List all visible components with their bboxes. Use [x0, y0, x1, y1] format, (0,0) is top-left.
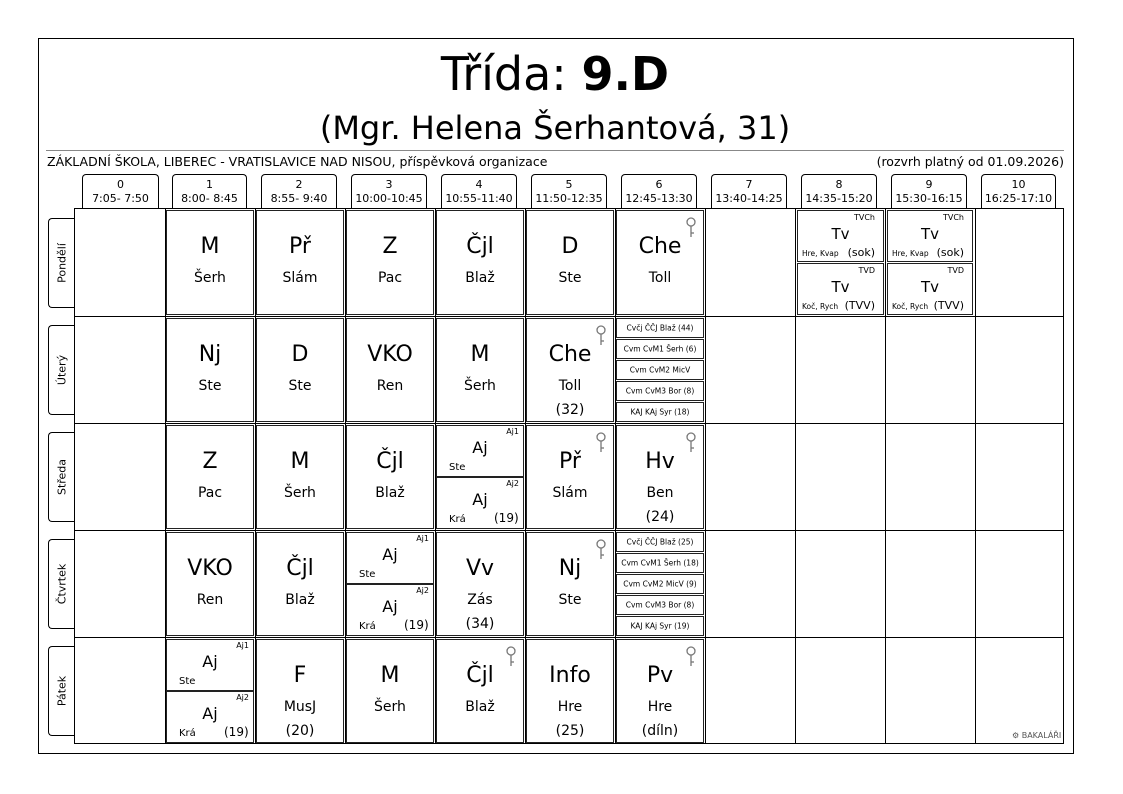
valid-from: (rozvrh platný od 01.09.2026) — [876, 154, 1064, 169]
grid-line — [74, 637, 1064, 638]
teacher: Šerh — [194, 270, 226, 286]
subject: Z — [382, 234, 398, 259]
page-title: Třída: 9.D — [440, 47, 670, 101]
lesson-cell[interactable] — [616, 425, 704, 529]
group: Aj2 — [506, 479, 519, 488]
teacher: Šerh — [284, 485, 316, 501]
lesson-cell[interactable] — [346, 532, 434, 584]
key-icon — [595, 325, 607, 347]
teacher: Toll — [648, 270, 672, 286]
lesson-cell[interactable] — [346, 584, 434, 636]
lesson-cell[interactable] — [616, 616, 704, 636]
subject: M — [470, 342, 490, 367]
room: (24) — [645, 509, 675, 525]
teacher: Ren — [376, 378, 404, 394]
lesson-cell[interactable] — [797, 210, 884, 262]
lesson-label: Cvčj ČČJ Blaž (25) — [626, 537, 694, 547]
period-header: 0 7:05- 7:50 — [82, 174, 159, 208]
group: TVD — [947, 266, 964, 275]
lesson-cell[interactable] — [797, 263, 884, 315]
teacher: Slám — [282, 270, 318, 286]
lesson-cell[interactable] — [256, 210, 344, 315]
subject: Tv — [831, 225, 850, 243]
teacher: Slám — [552, 485, 588, 501]
lesson-label: KAJ KAj Syr (18) — [630, 407, 690, 417]
room: (20) — [285, 723, 315, 739]
subject: Aj — [472, 490, 488, 509]
room: (TVV) — [844, 299, 875, 312]
room: (díln) — [641, 723, 679, 739]
room: (19) — [494, 511, 519, 525]
lesson-cell[interactable] — [346, 210, 434, 315]
subject: Aj — [202, 704, 218, 723]
lesson-cell[interactable] — [616, 339, 704, 359]
lesson-cell[interactable] — [346, 639, 434, 743]
subject: VKO — [367, 342, 413, 367]
period-header: 3 10:00-10:45 — [351, 174, 427, 208]
teacher: Blaž — [465, 270, 495, 286]
teacher: MusJ — [283, 699, 317, 715]
room: (32) — [555, 402, 585, 418]
group: Aj2 — [416, 586, 429, 595]
lesson-cell[interactable] — [616, 381, 704, 401]
subject: Info — [549, 663, 591, 688]
grid-line — [74, 530, 1064, 531]
lesson-cell[interactable] — [436, 532, 524, 636]
grid-line — [705, 208, 706, 744]
subject: Aj — [382, 597, 398, 616]
room: (TVV) — [933, 299, 964, 312]
teacher: Hre, Kvap — [802, 249, 839, 258]
lesson-cell[interactable] — [346, 318, 434, 422]
subject: Nj — [558, 556, 582, 581]
key-icon — [595, 539, 607, 561]
key-icon — [505, 646, 517, 668]
group: TVCh — [853, 213, 875, 222]
lesson-cell[interactable] — [166, 639, 254, 691]
period-header: 2 8:55- 9:40 — [261, 174, 337, 208]
teacher: Pac — [377, 270, 403, 286]
room: (34) — [465, 616, 495, 632]
key-icon — [685, 217, 697, 239]
subject: Hv — [645, 449, 675, 474]
subject: Aj — [472, 438, 488, 457]
lesson-cell[interactable] — [436, 318, 524, 422]
lesson-cell[interactable] — [436, 210, 524, 315]
period-header: 10 16:25-17:10 — [981, 174, 1056, 208]
period-header: 9 15:30-16:15 — [891, 174, 967, 208]
lesson-label: Cvm CvM2 MicV (9) — [623, 579, 697, 589]
teacher: Zás — [467, 592, 493, 608]
day-label: Středa — [48, 432, 74, 522]
school-name: ZÁKLADNÍ ŠKOLA, LIBEREC - VRATISLAVICE NAD NISOU, příspěvková organizace — [47, 154, 548, 169]
lesson-cell[interactable] — [526, 532, 614, 636]
lesson-cell[interactable] — [616, 360, 704, 380]
lesson-cell[interactable] — [436, 477, 524, 529]
lesson-cell[interactable] — [256, 318, 344, 422]
subject: F — [293, 663, 307, 688]
teacher: Pac — [197, 485, 223, 501]
teacher: Krá — [179, 728, 196, 739]
subject: Z — [202, 449, 218, 474]
lesson-cell[interactable] — [616, 210, 704, 315]
lesson-cell[interactable] — [256, 639, 344, 743]
teacher: Blaž — [285, 592, 315, 608]
lesson-cell[interactable] — [256, 532, 344, 636]
key-icon — [685, 646, 697, 668]
teacher: Ren — [196, 592, 224, 608]
class-teacher: (Mgr. Helena Šerhantová, 31) — [319, 109, 791, 147]
lesson-cell[interactable] — [436, 639, 524, 743]
teacher: Ste — [449, 462, 466, 473]
teacher: Koč, Rych — [892, 302, 929, 311]
teacher: Ste — [198, 378, 222, 394]
lesson-label: Cvm CvM3 Bor (8) — [625, 600, 695, 610]
subject: M — [200, 234, 220, 259]
subject: Che — [548, 342, 592, 367]
teacher: Koč, Rych — [802, 302, 839, 311]
teacher: Blaž — [465, 699, 495, 715]
teacher: Hre, Kvap — [892, 249, 929, 258]
teacher: Šerh — [464, 378, 496, 394]
room: (sok) — [936, 246, 964, 259]
lesson-cell[interactable] — [166, 210, 254, 315]
lesson-cell[interactable] — [166, 425, 254, 529]
lesson-cell[interactable] — [256, 425, 344, 529]
subject: Čjl — [466, 234, 494, 259]
group: Aj1 — [236, 641, 249, 650]
teacher: Ste — [288, 378, 312, 394]
teacher: Ste — [359, 569, 376, 580]
lesson-cell[interactable] — [346, 425, 434, 529]
divider — [46, 150, 1064, 151]
lesson-cell[interactable] — [166, 532, 254, 636]
grid-line — [74, 423, 1064, 424]
day-label: Pátek — [48, 646, 74, 736]
teacher: Ste — [558, 592, 582, 608]
bakalari-logo: ⚙ BAKALÁŘI — [1012, 731, 1062, 740]
lesson-label: Cvm CvM2 MicV — [629, 365, 691, 375]
subject: Př — [289, 234, 311, 259]
subject: Čjl — [466, 663, 494, 688]
period-header: 6 12:45-13:30 — [621, 174, 697, 208]
subject: Čjl — [286, 556, 314, 581]
key-icon — [685, 432, 697, 454]
lesson-cell[interactable] — [526, 425, 614, 529]
day-label: Pondělí — [48, 218, 74, 308]
subject: Př — [559, 449, 581, 474]
subject: Vv — [465, 556, 495, 581]
teacher: Ste — [558, 270, 582, 286]
lesson-cell[interactable] — [616, 402, 704, 422]
grid-line — [74, 316, 1064, 317]
subject: Tv — [920, 278, 940, 296]
lesson-cell[interactable] — [616, 318, 704, 338]
lesson-label: Cvm CvM1 Šerh (18) — [621, 558, 699, 568]
subject: VKO — [187, 556, 233, 581]
period-header: 7 13:40-14:25 — [711, 174, 787, 208]
teacher: Hre — [557, 699, 583, 715]
grid-line — [975, 208, 976, 744]
period-header: 1 8:00- 8:45 — [172, 174, 247, 208]
teacher: Ste — [179, 676, 196, 687]
room: (25) — [555, 723, 585, 739]
group: Aj2 — [236, 693, 249, 702]
subject: Tv — [920, 225, 940, 243]
lesson-label: Cvm CvM3 Bor (8) — [625, 386, 695, 396]
teacher: Krá — [449, 514, 466, 525]
day-label: Úterý — [48, 325, 74, 415]
lesson-cell[interactable] — [166, 318, 254, 422]
lesson-cell[interactable] — [526, 318, 614, 422]
room: (19) — [404, 618, 429, 632]
teacher: Hre — [647, 699, 673, 715]
room: (19) — [224, 725, 249, 739]
subject: Aj — [202, 652, 218, 671]
teacher: Blaž — [375, 485, 405, 501]
subject: Che — [638, 234, 682, 259]
period-header: 4 10:55-11:40 — [441, 174, 517, 208]
grid-line — [885, 208, 886, 744]
group: TVCh — [942, 213, 964, 222]
lesson-cell[interactable] — [616, 639, 704, 743]
subject: M — [380, 663, 400, 688]
teacher: Toll — [558, 378, 582, 394]
lesson-cell[interactable] — [526, 210, 614, 315]
subject: D — [291, 342, 309, 367]
subject: Tv — [831, 278, 850, 296]
lesson-cell[interactable] — [887, 210, 973, 262]
lesson-cell[interactable] — [166, 691, 254, 743]
teacher: Krá — [359, 621, 376, 632]
subject: Čjl — [376, 449, 404, 474]
period-header: 5 11:50-12:35 — [531, 174, 607, 208]
room: (sok) — [847, 246, 875, 259]
lesson-label: Cvm CvM1 Šerh (6) — [623, 344, 697, 354]
subject: Aj — [382, 545, 398, 564]
lesson-cell[interactable] — [436, 425, 524, 477]
group: TVD — [858, 266, 875, 275]
lesson-label: Cvčj ČČJ Blaž (44) — [626, 323, 694, 333]
grid-line — [795, 208, 796, 744]
subject: Pv — [646, 663, 674, 688]
lesson-label: KAJ KAj Syr (19) — [630, 621, 690, 631]
day-label: Čtvrtek — [48, 539, 74, 629]
lesson-cell[interactable] — [616, 553, 704, 573]
teacher: Šerh — [374, 699, 406, 715]
lesson-cell[interactable] — [616, 574, 704, 594]
lesson-cell[interactable] — [616, 532, 704, 552]
lesson-cell[interactable] — [887, 263, 973, 315]
group: Aj1 — [506, 427, 519, 436]
key-icon — [595, 432, 607, 454]
subject: M — [290, 449, 310, 474]
teacher: Ben — [646, 485, 674, 501]
lesson-cell[interactable] — [616, 595, 704, 615]
subject: D — [561, 234, 579, 259]
subject: Nj — [198, 342, 222, 367]
period-header: 8 14:35-15:20 — [801, 174, 877, 208]
lesson-cell[interactable] — [526, 639, 614, 743]
group: Aj1 — [416, 534, 429, 543]
